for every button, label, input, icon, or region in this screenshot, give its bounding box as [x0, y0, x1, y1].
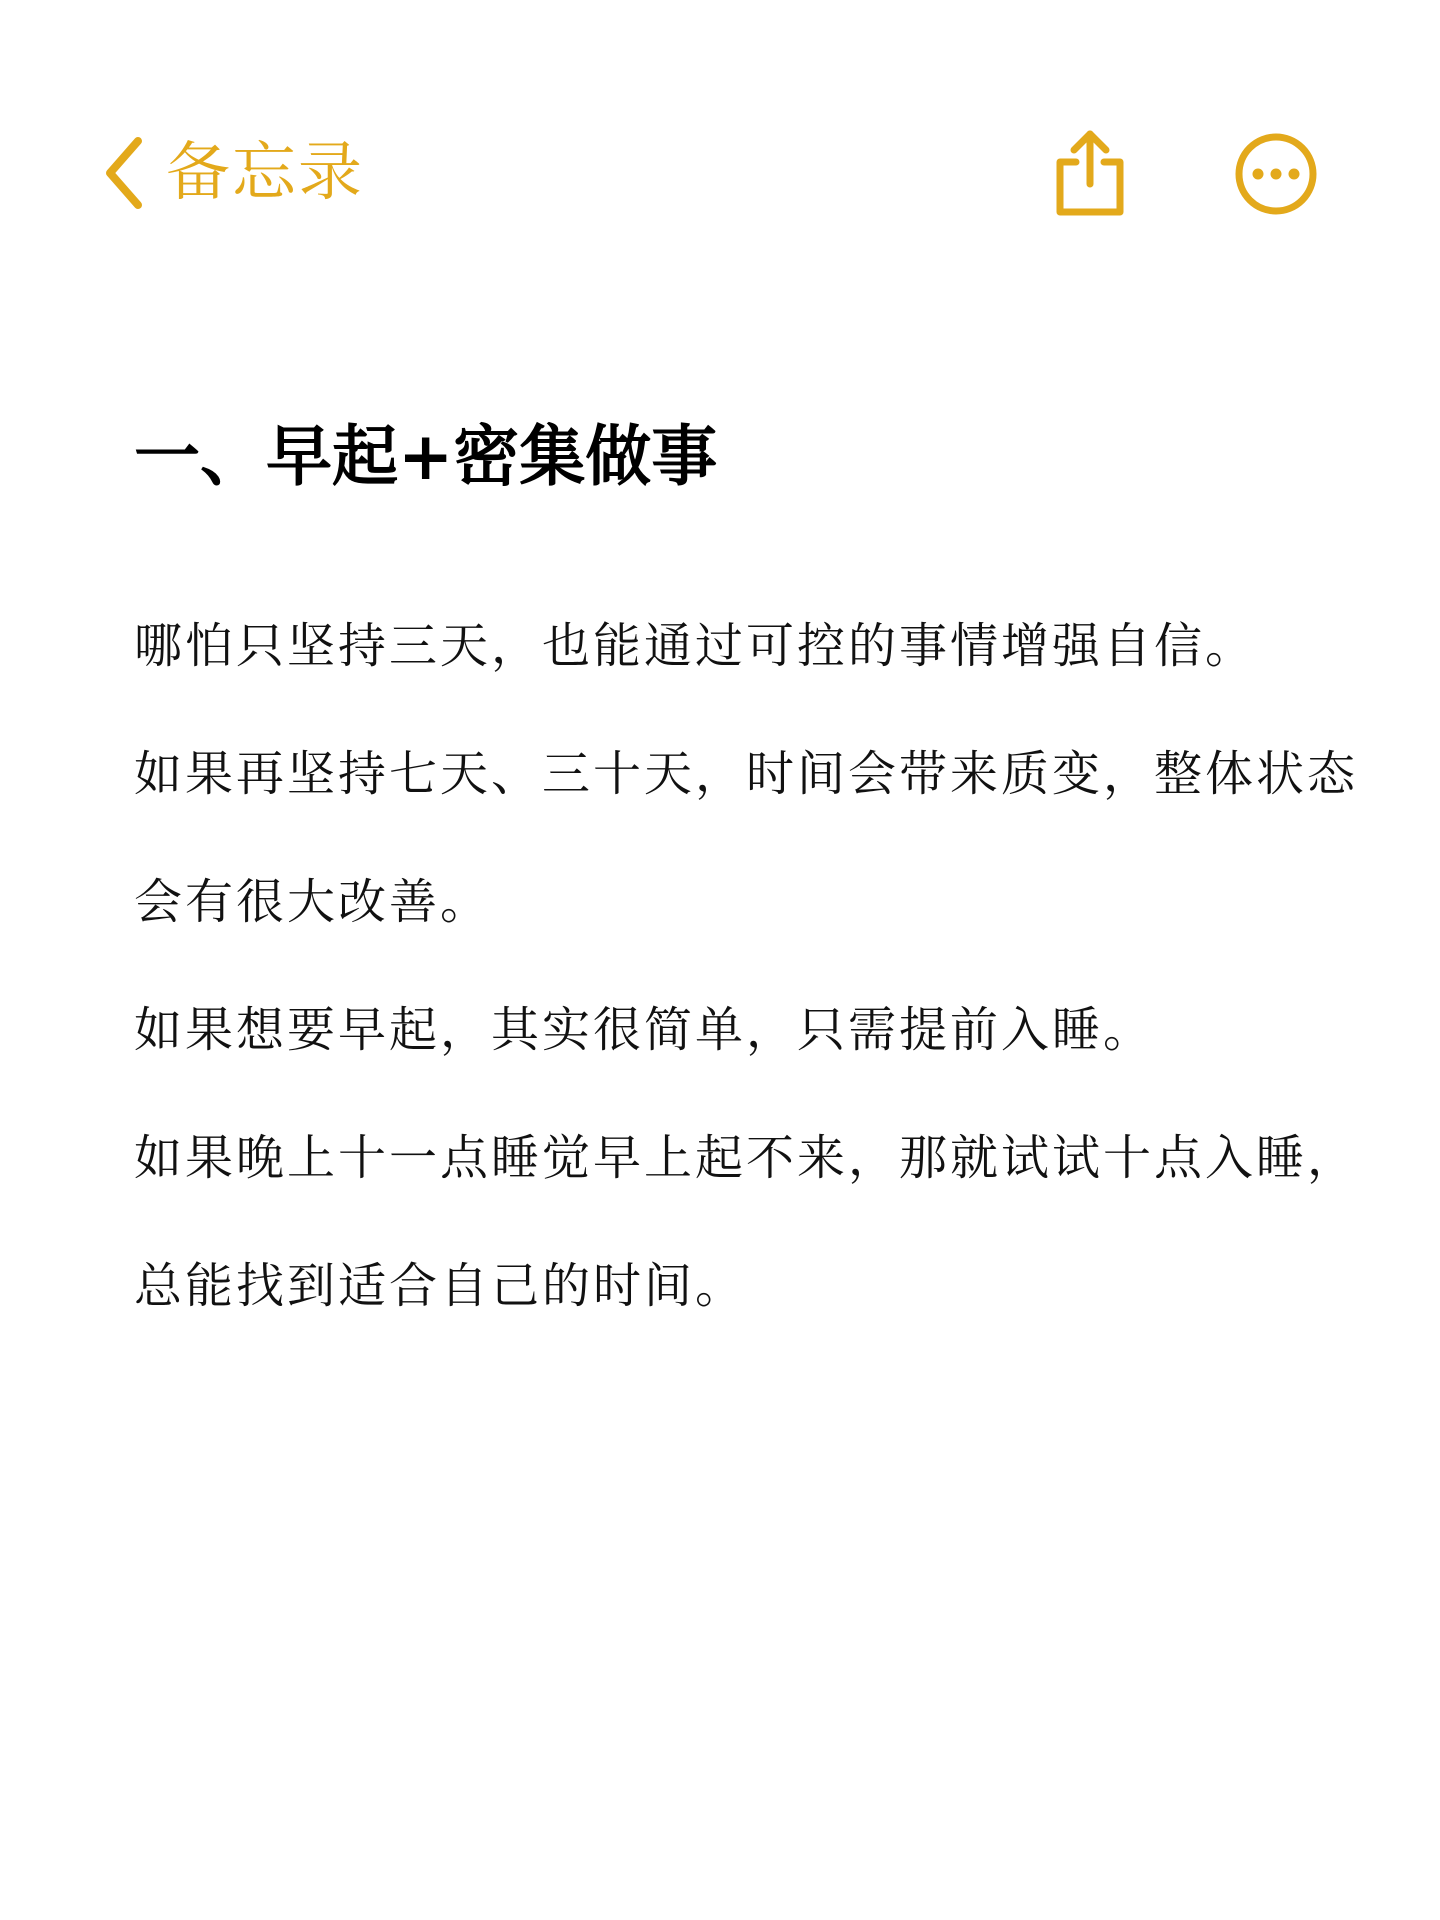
note-content[interactable]: [134, 404, 1384, 1350]
share-icon: [1052, 128, 1128, 218]
back-label: 备忘录: [166, 136, 364, 210]
note-paragraph-2: 如果再坚持七天、三十天，时间会带来质变，整体状态会有很大改善。: [134, 746, 1359, 930]
note-body: [134, 582, 1384, 1350]
chevron-left-icon: [100, 133, 150, 213]
more-button[interactable]: [1234, 132, 1318, 216]
navigation-bar: [0, 0, 1440, 340]
back-button[interactable]: [100, 128, 364, 218]
note-paragraph-1: 哪怕只坚持三天，也能通过可控的事情增强自信。: [134, 618, 1257, 674]
note-heading: 一、早起+密集做事: [134, 417, 718, 495]
note-paragraph-3: 如果想要早起，其实很简单，只需提前入睡。: [134, 1002, 1155, 1058]
note-paragraph-4: 如果晚上十一点睡觉早上起不来，那就试试十点入睡，总能找到适合自己的时间。: [134, 1130, 1359, 1314]
ellipsis-circle-icon: [1234, 132, 1318, 216]
share-button[interactable]: [1052, 128, 1128, 218]
